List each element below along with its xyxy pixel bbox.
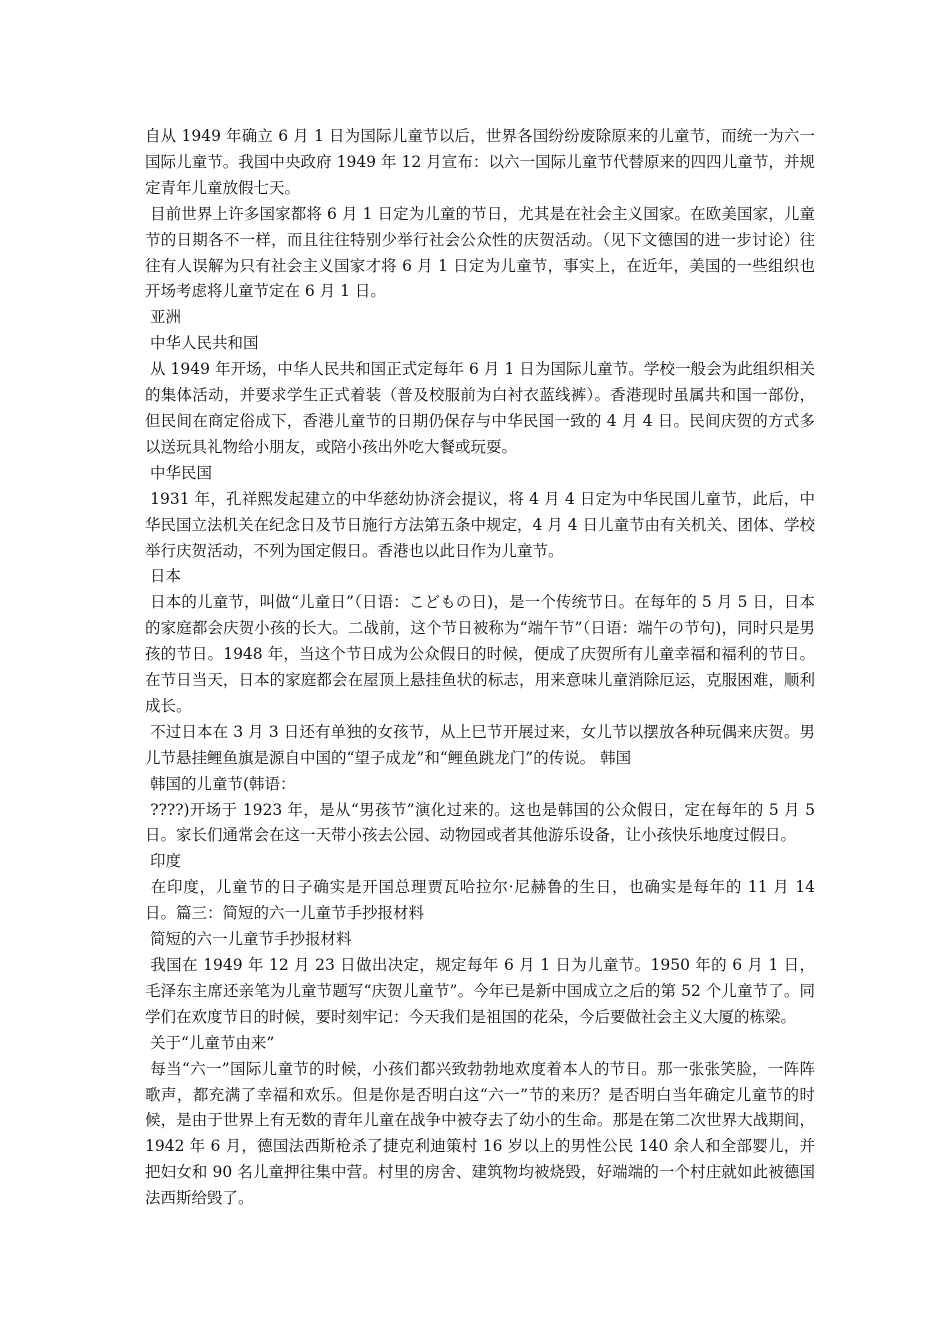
paragraph-origin: 每当“六一”国际儿童节的时候，小孩们都兴致勃勃地欢度着本人的节日。那一张张笑脸，一阵阵歌声，都充满了幸福和欢乐。但是你是否明白这“六一”节的来历？是否明白当年确定儿童节的时候，是由于世界上有无数的青年儿童在战争中被夺去了幼小的生命。那是在第二次世界大战期间，1942 年 6 月，德国法西斯枪杀了捷克利迪策村 16 岁以上的男性公民 140 余人和全部婴儿，并把妇女和 90 名儿童押往集中营。村里的房舍、建筑物均被烧毁，好端端的一个村庄就如此被德国法西斯给毁了。 — [145, 1059, 815, 1208]
heading-india: 印度 — [145, 852, 181, 871]
paragraph-world: 目前世界上许多国家都将 6 月 1 日定为儿童的节日，尤其是在社会主义国家。在欧美国家，儿童节的日期各不一样，而且往往特别少举行社会公众性的庆贺活动。（见下文德国的进一步讨论）往往有人误解为只有社会主义国家才将 6 月 1 日定为儿童节，事实上，在近年，美国的一些组织也开场考虑将儿童节定在 6 月 1 日。 — [145, 204, 815, 301]
heading-japan: 日本 — [145, 567, 181, 586]
heading-korea: 韩国的儿童节(韩语： — [145, 774, 296, 793]
paragraph-korea: ????)开场于 1923 年，是从“男孩节”演化过来的。这也是韩国的公众假日，定在每年的 5 月 5 日。家长们通常会在这一天带小孩去公园、动物园或者其他游乐设备，让小孩快乐地度过假日。 — [145, 800, 820, 845]
heading-origin: 关于“儿童节由来” — [145, 1033, 275, 1052]
paragraph-japan-girls: 不过日本在 3 月 3 日还有单独的女孩节，从上巳节开展过来，女儿节以摆放各种玩偶来庆贺。男儿节悬挂鲤鱼旗是源自中国的“望子成龙”和“鲤鱼跳龙门”的传说。 韩国 — [145, 722, 815, 767]
heading-material: 简短的六一儿童节手抄报材料 — [145, 930, 352, 949]
heading-roc: 中华民国 — [145, 463, 212, 482]
document-page — [145, 124, 820, 1212]
paragraph-india: 在印度，儿童节的日子确实是开国总理贾瓦哈拉尔·尼赫鲁的生日，也确实是每年的 11 月 14 日。篇三：简短的六一儿童节手抄报材料 — [145, 878, 820, 923]
heading-prc: 中华人民共和国 — [145, 334, 259, 353]
paragraph-intro: 自从 1949 年确立 6 月 1 日为国际儿童节以后，世界各国纷纷废除原来的儿童节，而统一为六一国际儿童节。我国中央政府 1949 年 12 月宣布：以六一国际儿童节代替原来的四四儿童节，并规定青年儿童放假七天。 — [145, 127, 815, 197]
paragraph-japan: 日本的儿童节，叫做“儿童日”（日语：こどもの日)，是一个传统节日。在每年的 5 月 5 日，日本的家庭都会庆贺小孩的长大。二战前，这个节日被称为“端午节”（日语：端午の节句)，同时只是男孩的节日。1948 年，当这个节日成为公众假日的时候，便成了庆贺所有儿童幸福和福利的节日。在节日当天，日本的家庭都会在屋顶上悬挂鱼状的标志，用来意味儿童消除厄运，克服困难，顺利成长。 — [145, 593, 815, 715]
paragraph-material: 我国在 1949 年 12 月 23 日做出决定，规定每年 6 月 1 日为儿童节。1950 年的 6 月 1 日，毛泽东主席还亲笔为儿童节题写“庆贺儿童节”。今年已是新中国成立之后的第 52 个儿童节了。同学们在欢度节日的时候，要时刻牢记：今天我们是祖国的花朵，今后要做社会主义大厦的栋梁。 — [145, 956, 815, 1026]
paragraph-roc: 1931 年，孔祥熙发起建立的中华慈幼协济会提议，将 4 月 4 日定为中华民国儿童节，此后，中华民国立法机关在纪念日及节日施行方法第五条中规定，4 月 4 日儿童节由有关机关、团体、学校举行庆贺活动，不列为国定假日。香港也以此日作为儿童节。 — [145, 489, 816, 560]
paragraph-prc: 从 1949 年开场，中华人民共和国正式定每年 6 月 1 日为国际儿童节。学校一般会为此组织相关的集体活动，并要求学生正式着装（普及校服前为白衬衣蓝线裤）。香港现时虽属共和国一部份，但民间在商定俗成下，香港儿童节的日期仍保存与中华民国一致的 4 月 4 日。民间庆贺的方式多以送玩具礼物给小朋友，或陪小孩出外吃大餐或玩耍。 — [145, 360, 815, 456]
heading-asia: 亚洲 — [145, 308, 181, 327]
